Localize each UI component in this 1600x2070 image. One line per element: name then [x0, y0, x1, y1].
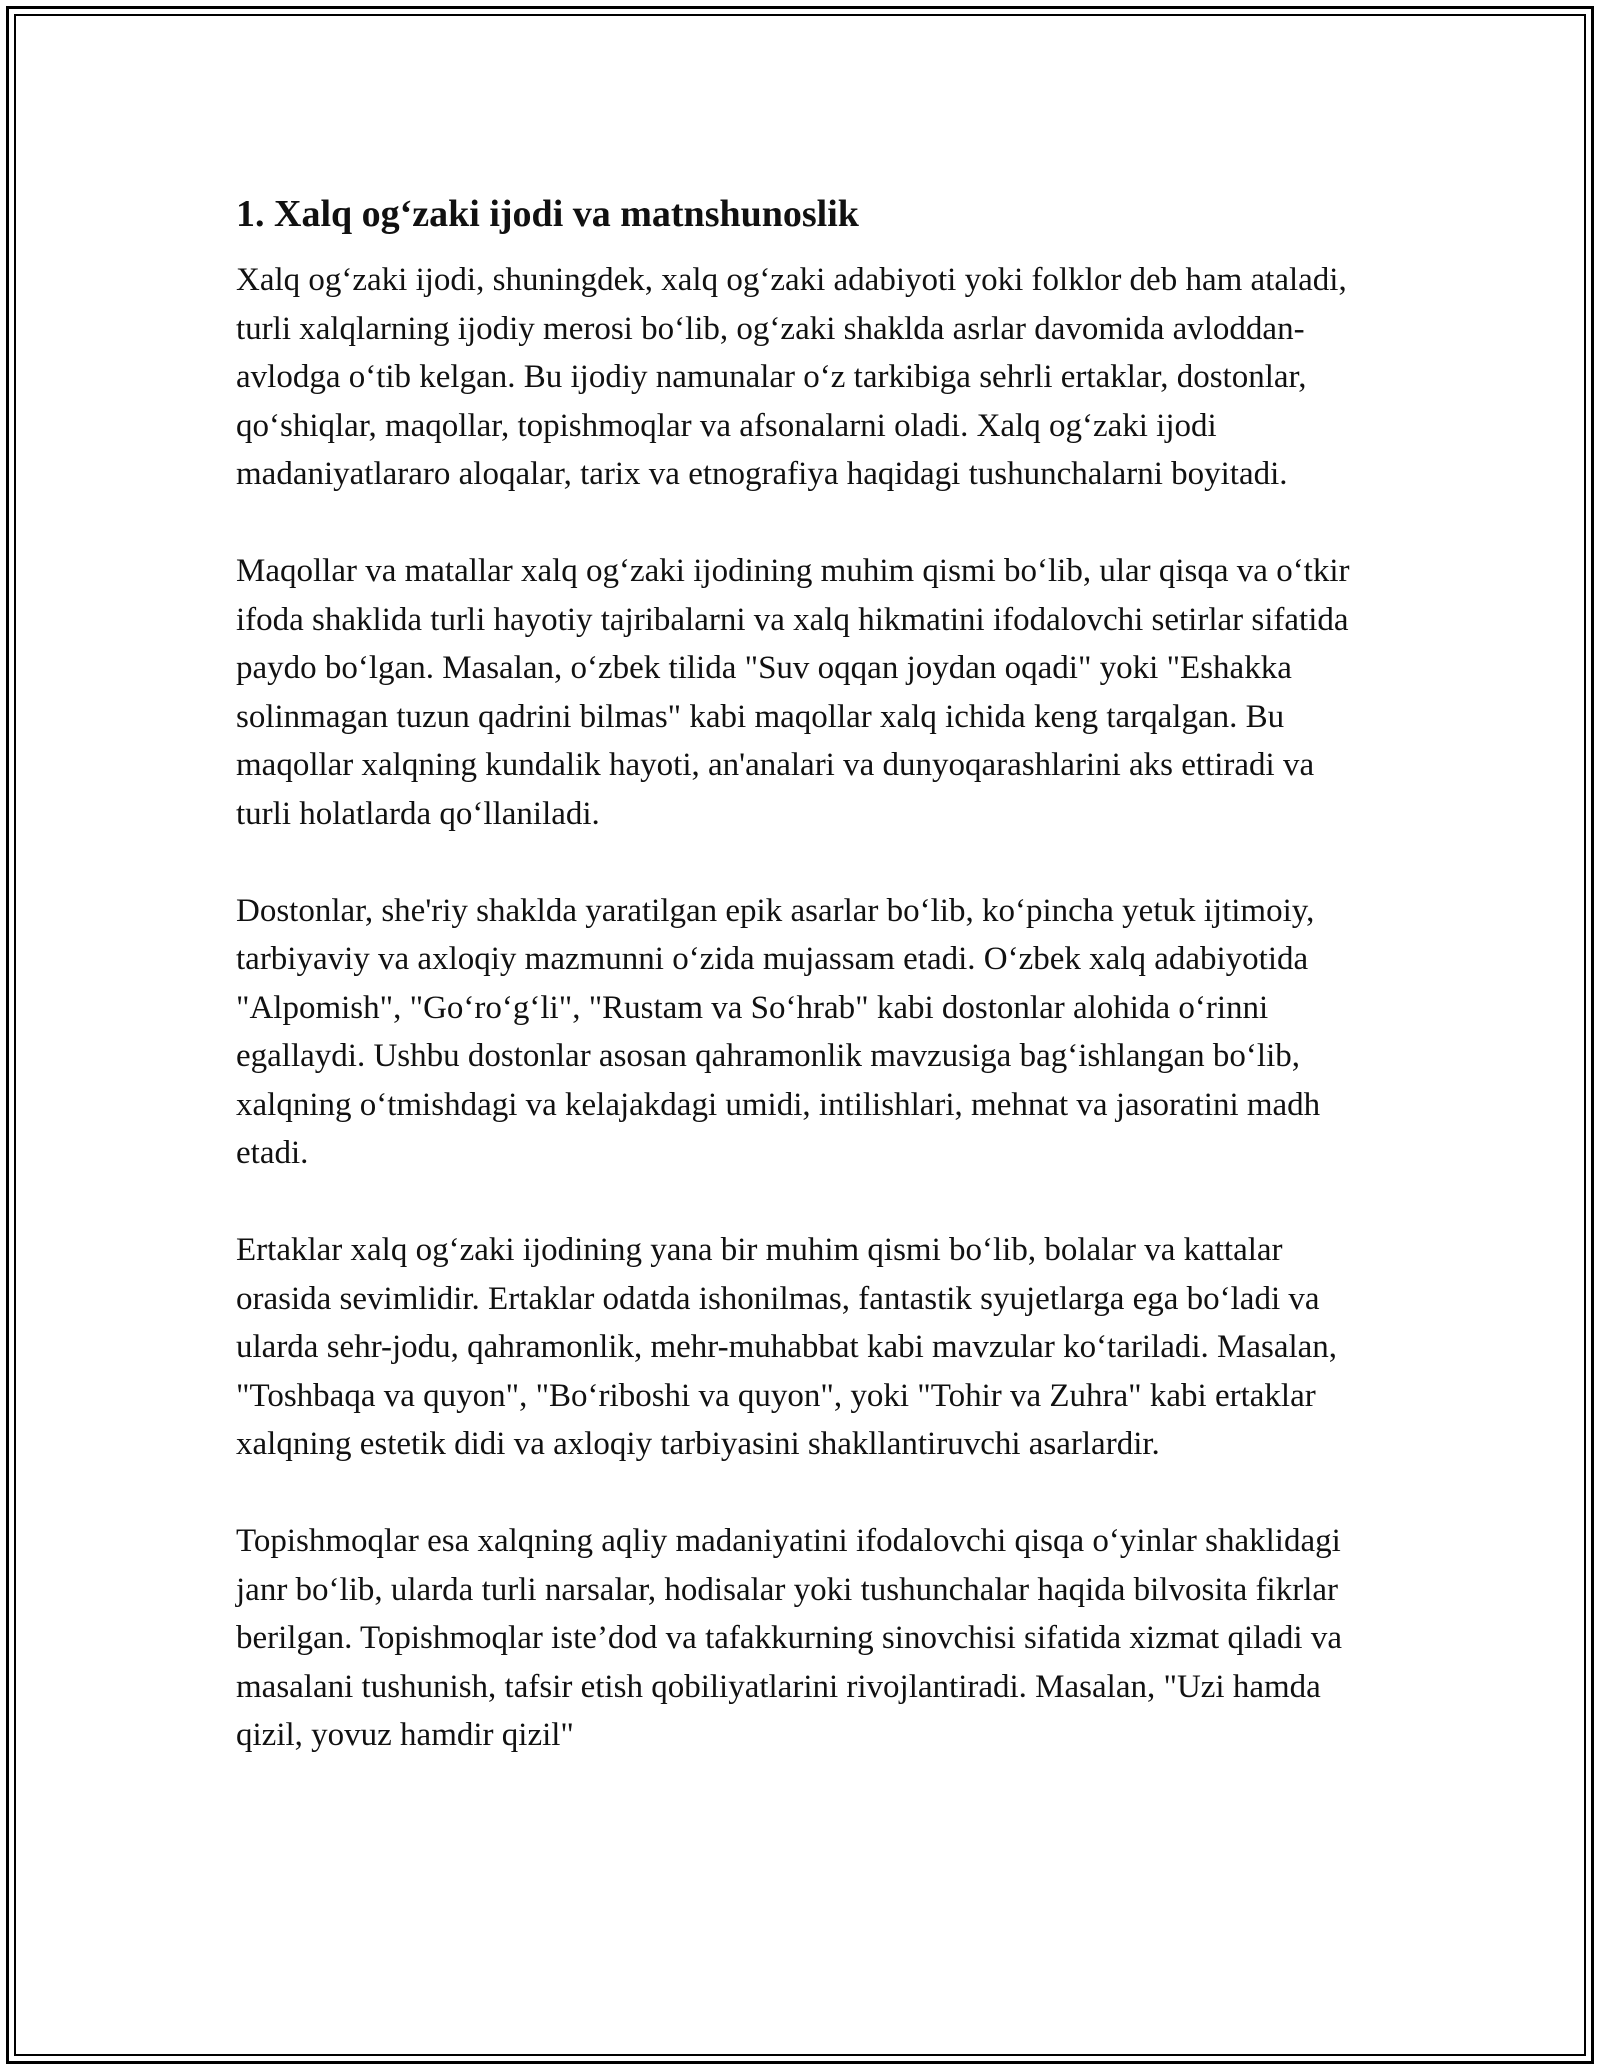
paragraph-epics: Dostonlar, she'riy shaklda yaratilgan epik asarlar bo‘lib, ko‘pincha yetuk ijtimoiy, tarbiyaviy va axloqiy mazmunni o‘zida mujassam etadi. O‘zbek xalq adabiyotida "Alpomish", "Go‘ro‘g‘li", "Rustam va So‘hrab" kabi dostonlar alohida o‘rinni egallaydi. Ushbu dostonlar asosan qahramonlik mavzusiga bag‘ishlangan bo‘lib, xalqning o‘tmishdagi va kelajakdagi umidi, intilishlari, mehnat va jasoratini madh etadi. [236, 892, 1321, 1171]
document-body [236, 186, 1376, 1808]
paragraph-fairy-tales: Ertaklar xalq og‘zaki ijodining yana bir muhim qismi bo‘lib, bolalar va kattalar orasida sevimlidir. Ertaklar odatda ishonilmas, fantastik syujetlarga ega bo‘ladi va ularda sehr-jodu, qahramonlik, mehr-muhabbat kabi mavzular ko‘tariladi. Masalan, "Toshbaqa va quyon", "Bo‘riboshi va quyon", yoki "Tohir va Zuhra" kabi ertaklar xalqning estetik didi va axloqiy tarbiyasini shakllantiruvchi asarlardir. [236, 1232, 1338, 1462]
paragraph-riddles: Topishmoqlar esa xalqning aqliy madaniyatini ifodalovchi qisqa o‘yinlar shaklidagi janr bo‘lib, ularda turli narsalar, hodisalar yoki tushunchalar haqida bilvosita fikrlar berilgan. Topishmoqlar iste’dod va tafakkurning sinovchisi sifatida xizmat qiladi va masalani tushunish, tafsir etish qobiliyatlarini rivojlantiradi. Masalan, "Uzi hamda qizil, yovuz hamdir qizil" [236, 1523, 1342, 1753]
paragraph-folklore-intro: Xalq og‘zaki ijodi, shuningdek, xalq og‘zaki adabiyoti yoki folklor deb ham ataladi, turli xalqlarning ijodiy merosi bo‘lib, og‘zaki shaklda asrlar davomida avloddan-avlodga o‘tib kelgan. Bu ijodiy namunalar o‘z tarkibiga sehrli ertaklar, dostonlar, qo‘shiqlar, maqollar, topishmoqlar va afsonalarni oladi. Xalq og‘zaki ijodi madaniyatlararo aloqalar, tarix va etnografiya haqidagi tushunchalarni boyitadi. [236, 262, 1347, 492]
page-title: 1. Xalq og‘zaki ijodi va matnshunoslik [236, 193, 859, 235]
paragraph-proverbs: Maqollar va matallar xalq og‘zaki ijodining muhim qismi bo‘lib, ular qisqa va o‘tkir ifoda shaklida turli hayotiy tajribalarni va xalq hikmatini ifodalovchi setirlar sifatida paydo bo‘lgan. Masalan, o‘zbek tilida "Suv oqqan joydan oqadi" yoki "Eshakka solinmagan tuzun qadrini bilmas" kabi maqollar xalq ichida keng tarqalgan. Bu maqollar xalqning kundalik hayoti, an'analari va dunyoqarashlarini aks ettiradi va turli holatlarda qo‘llaniladi. [236, 553, 1350, 832]
